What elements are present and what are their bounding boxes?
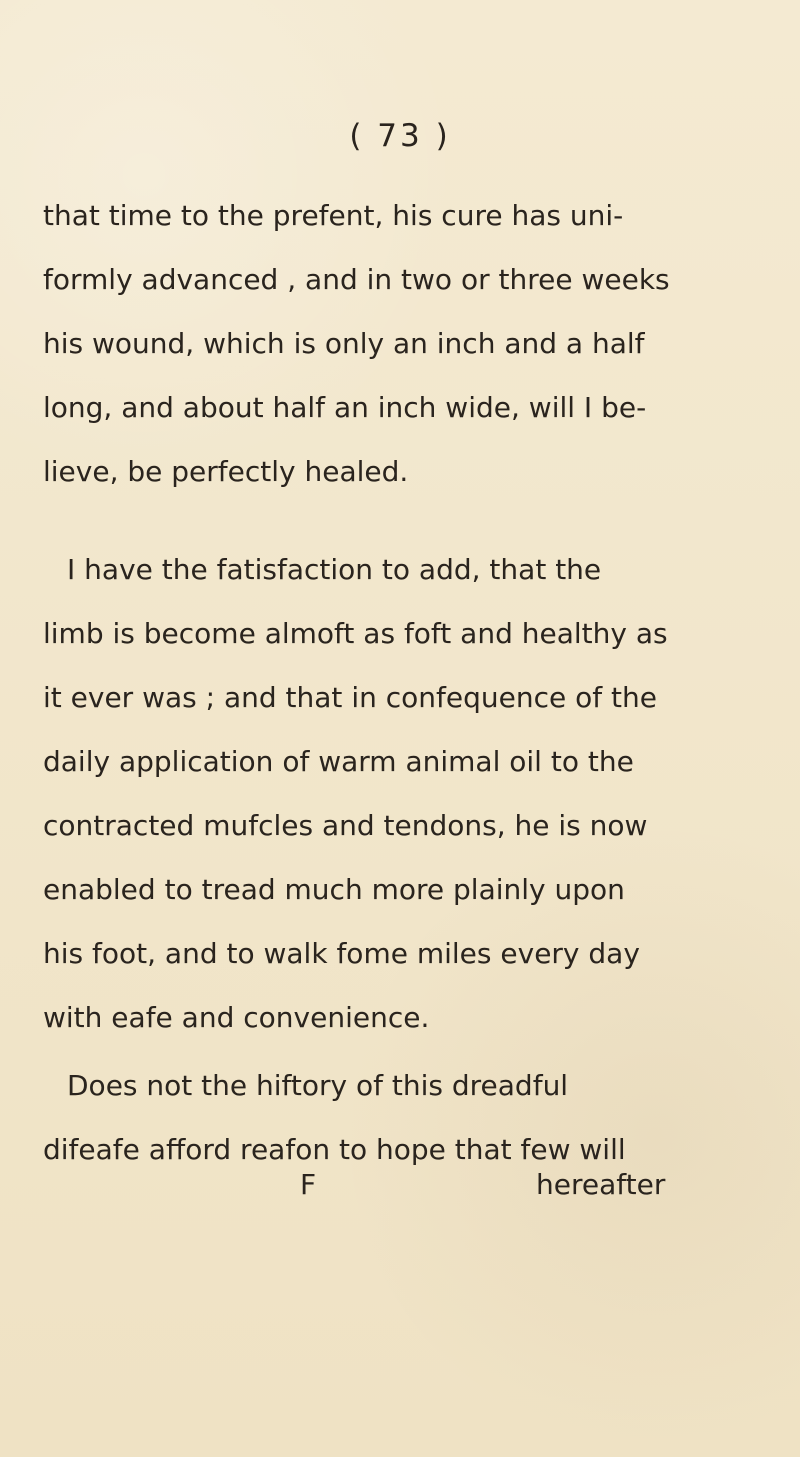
paragraph-line: with eafe and convenience.	[43, 1001, 430, 1034]
paragraph-line: lieve, be perfectly healed.	[43, 455, 409, 488]
paragraph-line: Does not the hiftory of this dreadful	[67, 1069, 569, 1102]
paragraph-line: difeafe afford reafon to hope that few will	[43, 1133, 626, 1166]
paragraph-line: contracted mufcles and tendons, he is now	[43, 809, 648, 842]
paragraph-line: enabled to tread much more plainly upon	[43, 873, 625, 906]
signature-mark: F	[300, 1168, 317, 1201]
paragraph-line: long, and about half an inch wide, will I be-	[43, 391, 647, 424]
paragraph-line: formly advanced , and in two or three weeks	[43, 263, 670, 296]
paragraph-line: I have the fatisfaction to add, that the	[67, 553, 602, 586]
paragraph-line: his foot, and to walk fome miles every day	[43, 937, 640, 970]
paragraph-2	[43, 538, 668, 1050]
paragraph-1	[43, 184, 670, 504]
paragraph-line: daily application of warm animal oil to the	[43, 745, 634, 778]
paragraph-line: that time to the prefent, his cure has uni-	[43, 199, 624, 232]
page-number: ( 73 )	[349, 118, 451, 154]
paragraph-line: it ever was ; and that in confequence of the	[43, 681, 657, 714]
paragraph-line: limb is become almoft as foft and healthy as	[43, 617, 668, 650]
paragraph-line: his wound, which is only an inch and a half	[43, 327, 645, 360]
page-footer	[0, 1168, 800, 1218]
catchword: hereafter	[536, 1168, 666, 1201]
paragraph-3	[43, 1054, 663, 1182]
